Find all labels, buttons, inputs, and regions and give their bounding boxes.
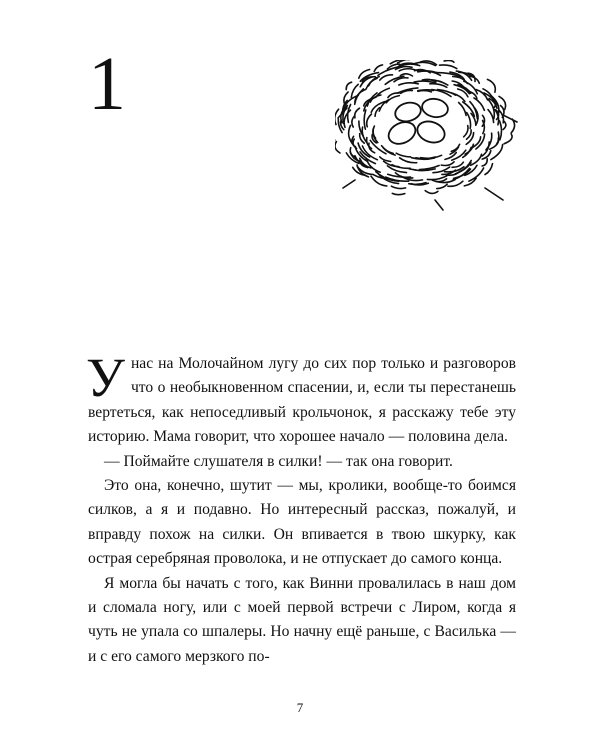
drop-cap: У (86, 347, 125, 408)
nest-twig (385, 76, 404, 84)
nest-twig (364, 110, 366, 129)
nest-twig (500, 121, 502, 140)
nest-twig (430, 84, 447, 88)
nest-twig (418, 91, 432, 92)
nest-twig (343, 180, 355, 188)
nest-twig (444, 60, 454, 62)
nest-twig (400, 74, 412, 76)
nest-twig (370, 95, 381, 102)
nest-twig (346, 82, 351, 89)
nest-twig (374, 65, 382, 72)
nest-twig (435, 200, 443, 210)
nest-twig (346, 153, 359, 164)
nest-twig (440, 65, 457, 69)
nest-twig (437, 184, 447, 188)
nest-twig (348, 105, 351, 123)
nest-twig (409, 183, 426, 185)
chapter-number: 1 (88, 42, 126, 126)
nest-twig (399, 83, 419, 85)
nest-twig (425, 191, 438, 194)
egg (385, 118, 419, 148)
nest-twig (504, 134, 512, 144)
nest-twig (353, 139, 357, 148)
nest-twig (376, 88, 389, 97)
nest-twig (482, 142, 489, 156)
nest-twig (471, 154, 482, 165)
paragraph (86, 347, 516, 450)
nest-twig (366, 78, 377, 89)
nest-twig (427, 176, 447, 180)
nest-twig (483, 121, 485, 134)
nest-twig (380, 157, 391, 162)
nest-twig (396, 153, 410, 157)
egg (393, 100, 423, 124)
nest-twig (375, 108, 379, 117)
nest-with-eggs-icon (335, 60, 520, 220)
nest-twig (482, 159, 487, 166)
page-number: 7 (296, 700, 304, 715)
nest-twig (380, 75, 393, 80)
nest-twig (487, 79, 495, 92)
nest-twig (355, 108, 360, 118)
paragraph: Это она, конечно, шутит — мы, кролики, вообще-то боимся силков, а я и подавно. Но интересный рассказ, пожалуй, и вправду похож на силки. Он впивается в твою шкурку, как острая серебряная проволока, и не отпускает до самого конца. (88, 477, 516, 568)
nest-twig (420, 166, 440, 170)
nest-twig (503, 115, 517, 122)
paragraph: — Поймайте слушателя в силки! — так она говорит. (104, 452, 453, 470)
nest-twig (367, 114, 372, 127)
nest-twig (352, 116, 355, 127)
nest-twig (464, 178, 476, 186)
nest-twig (488, 110, 494, 123)
nest-twig (391, 186, 405, 188)
egg (421, 97, 450, 119)
nest-twig (371, 102, 385, 113)
nest-twig (335, 142, 340, 153)
nest-twig (452, 93, 465, 101)
egg-group (385, 97, 449, 148)
paragraph: Я могла бы начать с того, как Винни провалилась в наш дом и сломала ногу, или с моей первой встречи с Лиром, когда я чуть не упала со шпалеры. Но начну ещё раньше, с Василька — и с его самого мерзкого по- (88, 574, 516, 665)
nest-twig (485, 164, 493, 175)
nest-twig (485, 188, 503, 200)
nest-twig (464, 126, 468, 137)
nest-twig (392, 193, 405, 194)
egg (414, 118, 447, 146)
body-text (86, 347, 516, 669)
paragraph-text: нас на Молочайном лугу до сих пор только и разговоров что о необыкновенном спасении, и, если ты перестанешь вертеться, как непоседливый крольчонок, я расскажу тебе эту историю. Мама говорит, что хорошее начало — половина дела. (88, 355, 516, 446)
nest-twig (441, 162, 454, 166)
